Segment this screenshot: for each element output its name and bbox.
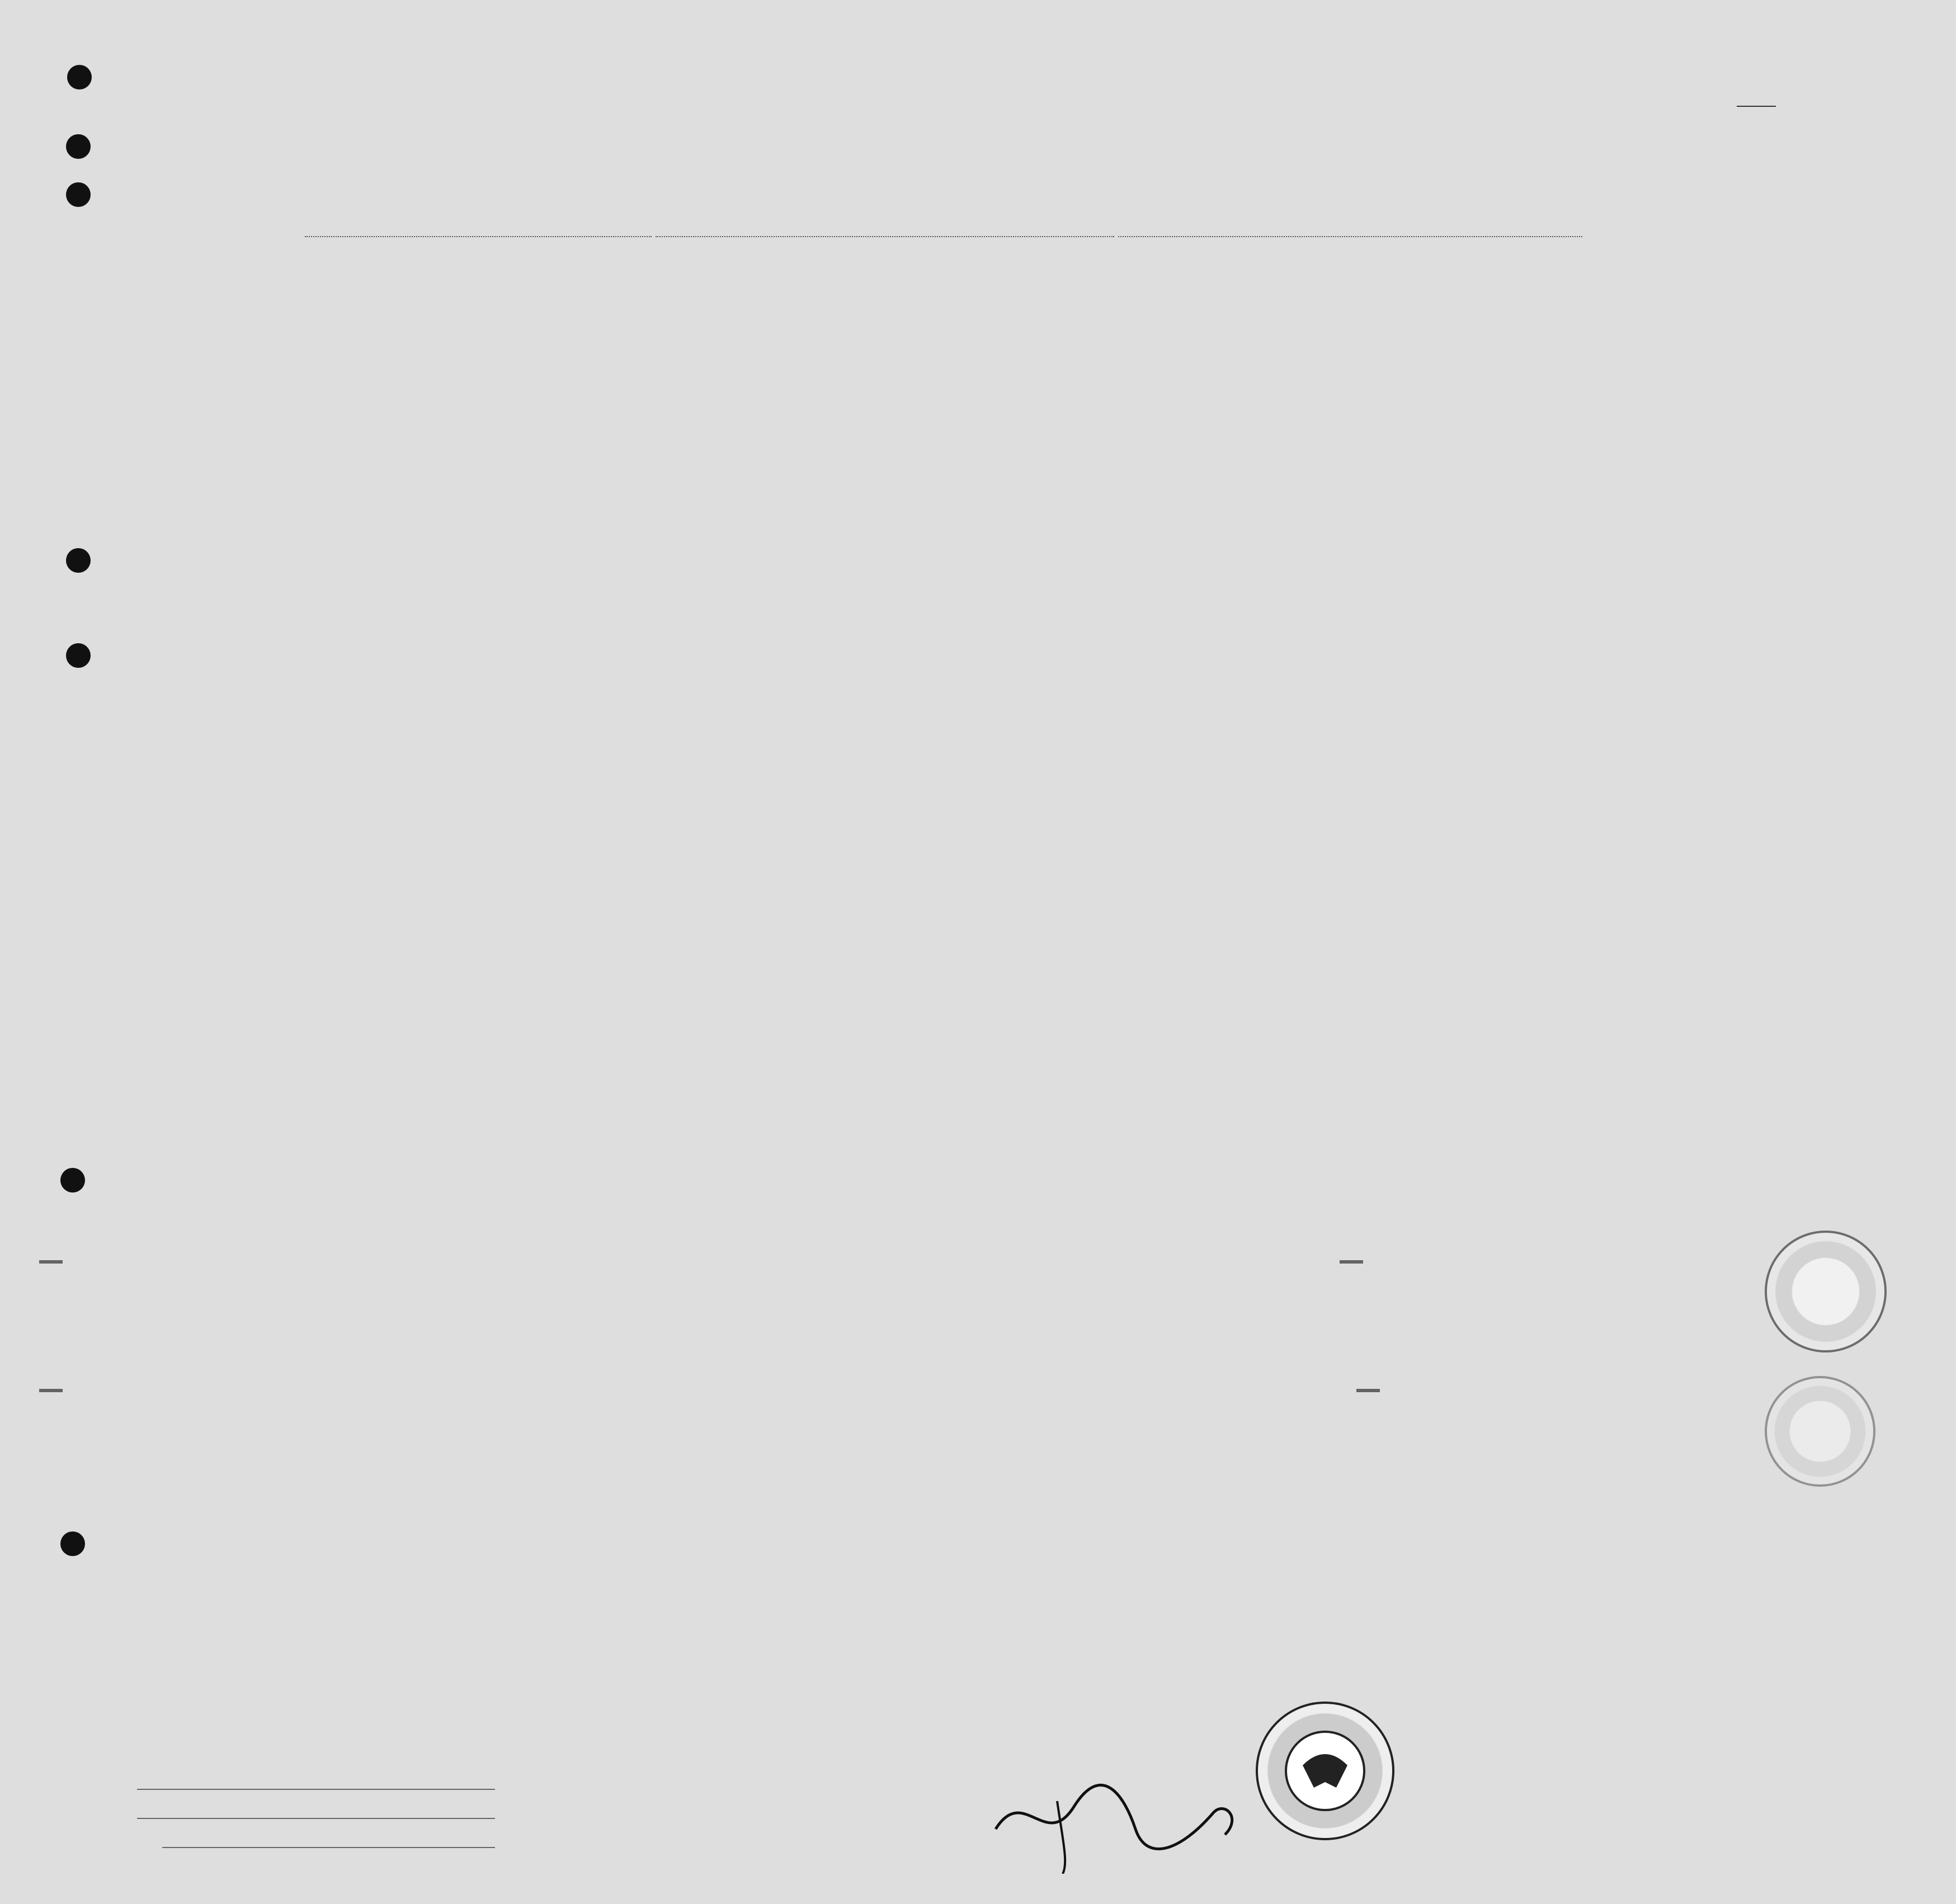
inspector-signature-icon	[979, 1762, 1247, 1874]
vessel-line	[305, 224, 1582, 242]
did-not-sail-stamp	[1356, 1389, 1380, 1392]
punch-hole	[66, 548, 91, 573]
punch-hole	[60, 1168, 85, 1193]
agents-field	[162, 1847, 495, 1848]
punch-hole	[67, 65, 92, 89]
eagle-emblem-icon	[1258, 1704, 1392, 1838]
punch-hole	[66, 643, 91, 668]
punch-hole	[66, 134, 91, 159]
punch-hole	[60, 1531, 85, 1556]
sheet-number	[1737, 82, 1776, 106]
consulate-seal-stamp	[1765, 1231, 1887, 1352]
consulate-seal	[1256, 1702, 1394, 1840]
did-not-sail-stamp	[39, 1389, 63, 1392]
did-not-sail-stamp	[1340, 1260, 1363, 1264]
vessel-name	[305, 236, 652, 237]
did-not-sail-stamp	[39, 1260, 63, 1264]
punch-hole	[66, 182, 91, 207]
line-field	[137, 1789, 495, 1790]
owners-field	[137, 1818, 495, 1819]
arriving-port	[656, 236, 1114, 237]
sheet-no-value	[1737, 82, 1776, 107]
from-port	[1118, 236, 1582, 237]
consulate-seal-stamp	[1765, 1376, 1875, 1487]
